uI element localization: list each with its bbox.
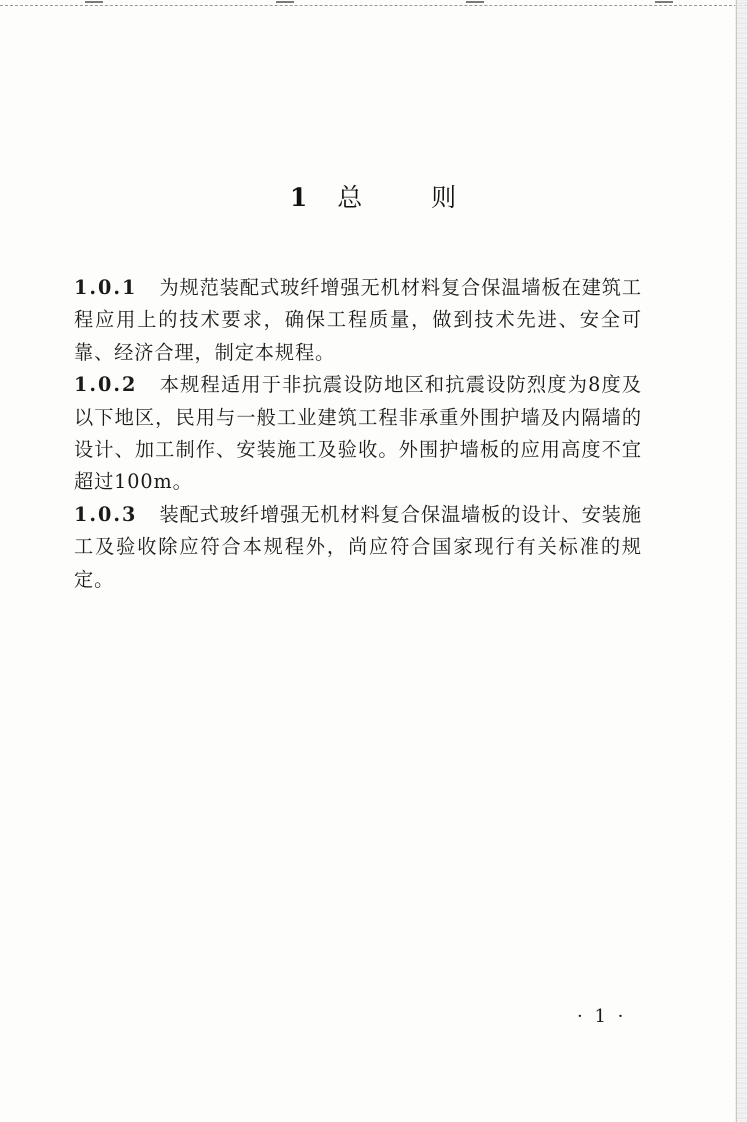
chapter-number: 1	[289, 183, 309, 212]
clause	[74, 272, 642, 369]
clause-text: 为规范装配式玻纤增强无机材料复合保温墙板在建筑工程应用上的技术要求，确保工程质量，做到技术先进、安全可靠、经济合理，制定本规程。	[74, 276, 642, 364]
page-number: · 1 ·	[577, 1006, 627, 1027]
chapter-title-char: 总	[337, 183, 364, 212]
scan-top-edge	[0, 0, 747, 6]
chapter-title-char: 则	[431, 183, 458, 212]
scan-mark	[466, 1, 484, 3]
scan-mark	[85, 1, 103, 3]
clause	[74, 369, 642, 499]
clause-text: 本规程适用于非抗震设防地区和抗震设防烈度为8度及以下地区，民用与一般工业建筑工程非承重外围护墙及内隔墙的设计、加工制作、安装施工及验收。外围护墙板的应用高度不宜超过100m。	[74, 373, 642, 494]
clause-number: 1.0.3	[74, 502, 138, 526]
scan-mark	[276, 1, 294, 3]
clause-number: 1.0.2	[74, 373, 138, 397]
clause-text: 装配式玻纤增强无机材料复合保温墙板的设计、安装施工及验收除应符合本规程外，尚应符合国家现行有关标准的规定。	[74, 502, 642, 591]
scan-right-line	[736, 0, 737, 1122]
clause-number: 1.0.1	[74, 276, 138, 299]
scan-mark	[655, 1, 673, 3]
clause	[74, 499, 642, 596]
chapter-title	[0, 178, 747, 214]
chapter-body	[74, 272, 642, 596]
